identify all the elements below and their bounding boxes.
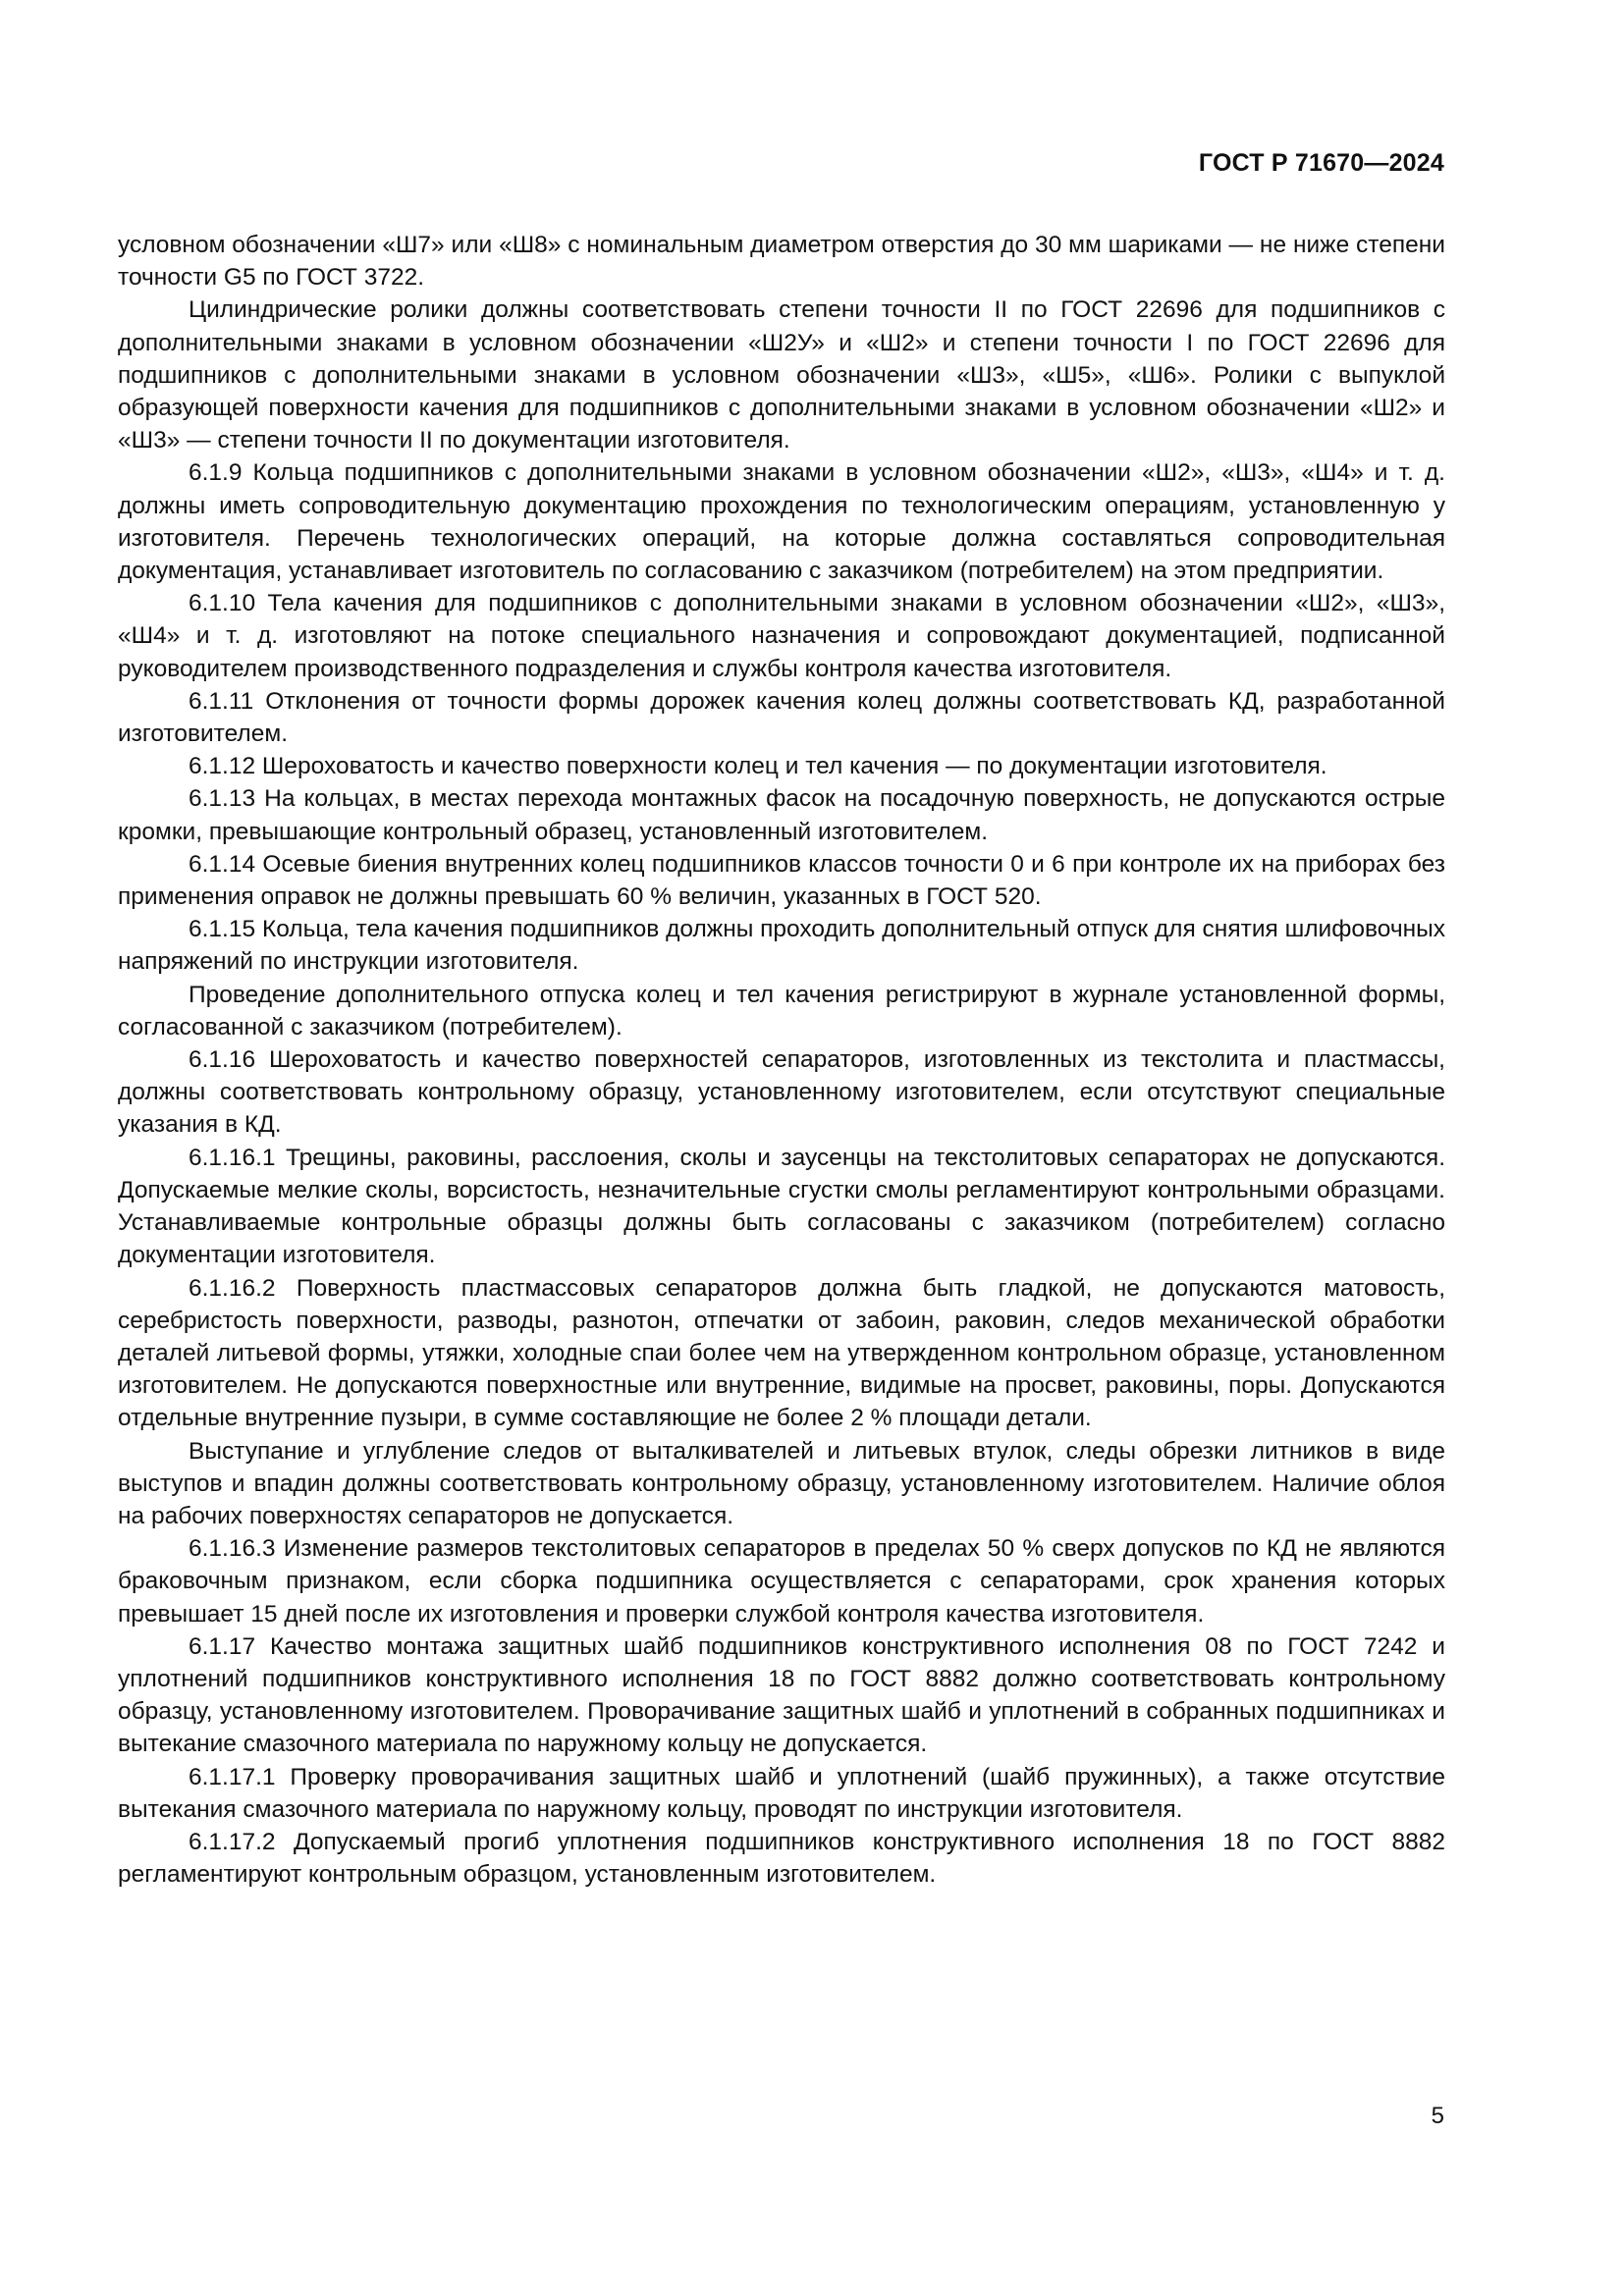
paragraph-6-1-11: 6.1.11 Отклонения от точности формы дорожек качения колец должны соответствовать КД, разработанной изготовителем. <box>118 687 1445 748</box>
paragraph-6-1-16-1: 6.1.16.1 Трещины, раковины, расслоения, сколы и заусенцы на текстолитовых сепараторах не допускаются. Допускаемые мелкие сколы, ворсистость, незначительные сгустки смолы регламентируют контрольными образцами. Устанавливаемые контрольные образцы должны быть согласованы с заказчиком (потребителем) согласно документации изготовителя. <box>118 1144 1445 1269</box>
paragraph-6-1-17-2: 6.1.17.2 Допускаемый прогиб уплотнения подшипников конструктивного исполнения 18 по ГОСТ 8882 регламентируют контрольным образцом, установленным изготовителем. <box>118 1828 1445 1889</box>
paragraph-ejector-marks: Выступание и углубление следов от выталкивателей и литьевых втулок, следы обрезки литников в виде выступов и впадин должны соответствовать контрольному образцу, установленному изготовителем. Наличие облоя на рабочих поверхностях сепараторов не допускается. <box>118 1437 1445 1529</box>
paragraph-6-1-17: 6.1.17 Качество монтажа защитных шайб подшипников конструктивного исполнения 08 по ГОСТ 7242 и уплотнений подшипников конструктивного исполнения 18 по ГОСТ 8882 должно соответствовать контрольному образцу, установленному изготовителем. Проворачивание защитных шайб и уплотнений в собранных подшипниках и вытекание смазочного материала по наружному кольцу не допускается. <box>118 1632 1445 1758</box>
page-number: 5 <box>1431 2103 1444 2129</box>
paragraph-6-1-16-2: 6.1.16.2 Поверхность пластмассовых сепараторов должна быть гладкой, не допускаются матовость, серебристость поверхности, разводы, разнотон, отпечатки от забоин, раковин, следов механической обработки деталей литьевой формы, утяжки, холодные спаи более чем на утвержденном контрольном образце, установленном изготовителем. Не допускаются поверхностные или внутренние, видимые на просвет, раковины, поры. Допускаются отдельные внутренние пузыри, в сумме составляющие не более 2 % площади детали. <box>118 1274 1445 1432</box>
paragraph-6-1-10: 6.1.10 Тела качения для подшипников с дополнительными знаками в условном обозначении «Ш2», «Ш3», «Ш4» и т. д. изготовляют на потоке специального назначения и сопровождают документацией, подписанной руководителем производственного подразделения и службы контроля качества изготовителя. <box>118 590 1445 682</box>
paragraph-6-1-12: 6.1.12 Шероховатость и качество поверхности колец и тел качения — по документации изготовителя. <box>189 753 1327 780</box>
paragraph-6-1-15: 6.1.15 Кольца, тела качения подшипников должны проходить дополнительный отпуск для снятия шлифовочных напряжений по инструкции изготовителя. <box>118 916 1445 976</box>
paragraph-6-1-13: 6.1.13 На кольцах, в местах перехода монтажных фасок на посадочную поверхность, не допускаются острые кромки, превышающие контрольный образец, установленный изготовителем. <box>118 785 1445 845</box>
paragraph-6-1-16: 6.1.16 Шероховатость и качество поверхностей сепараторов, изготовленных из текстолита и пластмассы, должны соответствовать контрольному образцу, установленному изготовителем, если отсутствуют специальные указания в КД. <box>118 1046 1445 1139</box>
document-body <box>118 229 1445 1891</box>
paragraph-6-1-16-3: 6.1.16.3 Изменение размеров текстолитовых сепараторов в пределах 50 % сверх допусков по КД не являются браковочным признаком, если сборка подшипника осуществляется с сепараторами, срок хранения которых превышает 15 дней после их изготовления и проверки службой контроля качества изготовителя. <box>118 1535 1445 1628</box>
document-header-code: ГОСТ Р 71670—2024 <box>1198 149 1444 177</box>
paragraph-continuation: условном обозначении «Ш7» или «Ш8» с номинальным диаметром отверстия до 30 мм шариками — не ниже степени точности G5 по ГОСТ 3722. <box>118 232 1445 292</box>
paragraph-tempering-log: Проведение дополнительного отпуска колец и тел качения регистрируют в журнале установленной формы, согласованной с заказчиком (потребителем). <box>118 981 1445 1041</box>
paragraph-6-1-14: 6.1.14 Осевые биения внутренних колец подшипников классов точности 0 и 6 при контроле их на приборах без применения оправок не должны превышать 60 % величин, указанных в ГОСТ 520. <box>118 850 1445 911</box>
paragraph-cylindrical-rollers: Цилиндрические ролики должны соответствовать степени точности II по ГОСТ 22696 для подшипников с дополнительными знаками в условном обозначении «Ш2У» и «Ш2» и степени точности I по ГОСТ 22696 для подшипников с дополнительными знаками в условном обозначении «Ш3», «Ш5», «Ш6». Ролики с выпуклой образующей поверхности качения для подшипников с дополнительными знаками в условном обозначении «Ш2» и «Ш3» — степени точности II по документации изготовителя. <box>118 296 1445 454</box>
paragraph-6-1-17-1: 6.1.17.1 Проверку проворачивания защитных шайб и уплотнений (шайб пружинных), а также отсутствие вытекания смазочного материала по наружному кольцу, проводят по инструкции изготовителя. <box>118 1763 1445 1823</box>
paragraph-6-1-9: 6.1.9 Кольца подшипников с дополнительными знаками в условном обозначении «Ш2», «Ш3», «Ш4» и т. д. должны иметь сопроводительную документацию прохождения по технологическим операциям, установленную у изготовителя. Перечень технологических операций, на которые должна составляться сопроводительная документация, устанавливает изготовитель по согласованию с заказчиком (потребителем) на этом предприятии. <box>118 459 1445 585</box>
